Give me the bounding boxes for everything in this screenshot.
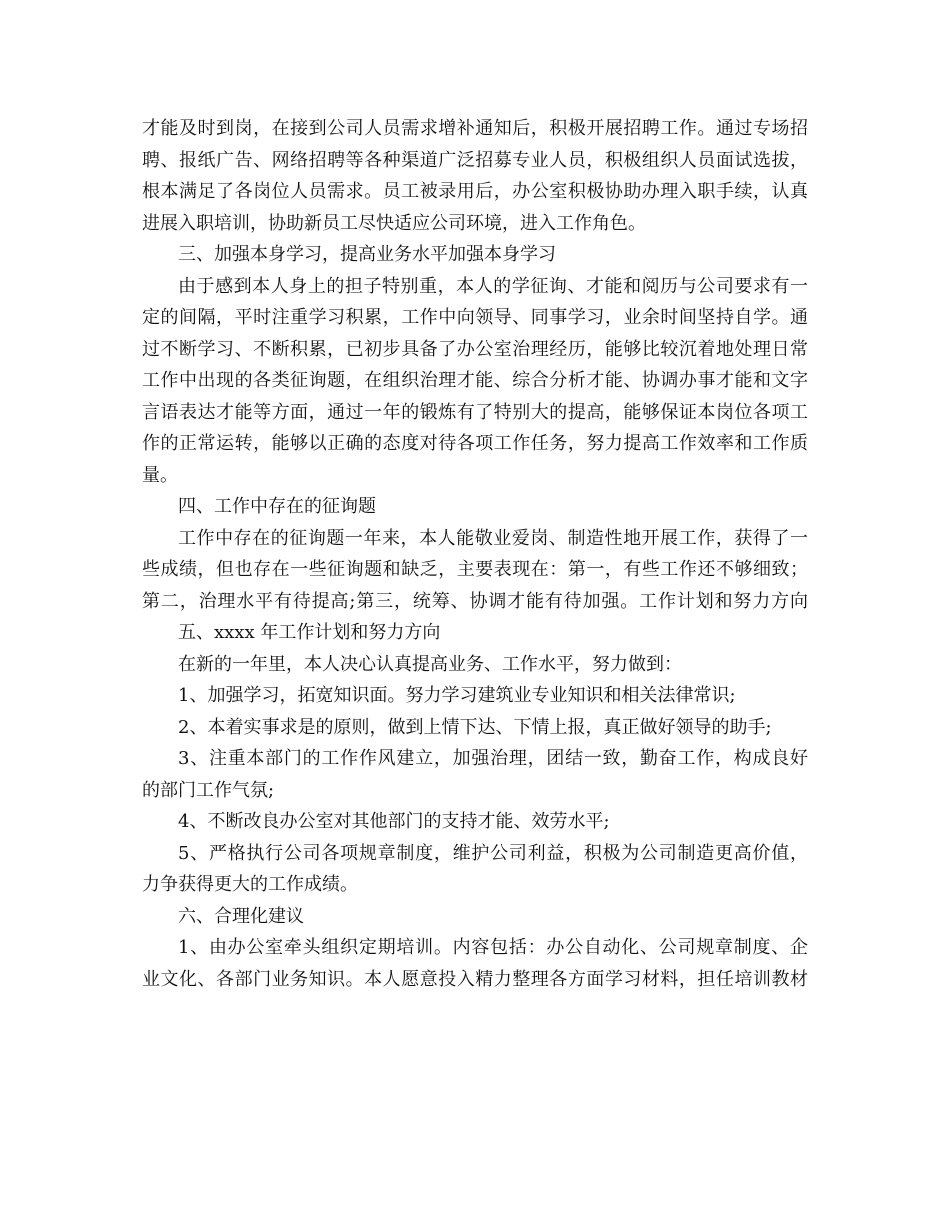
body-text-line: 言语表达才能等方面，通过一年的锻炼有了特别大的提高，能够保证本岗位各项工 [142, 401, 808, 423]
body-text-line: 才能及时到岗，在接到公司人员需求增补通知后，积极开展招聘工作。通过专场招 [142, 118, 808, 139]
list-item: 1、加强学习，拓宽知识面。努力学习建筑业专业知识和相关法律常识; [178, 685, 736, 706]
list-item: 4、不断改良办公室对其他部门的支持才能、效劳水平; [178, 811, 610, 832]
body-text-line: 定的间隔，平时注重学习积累，工作中向领导、同事学习，业余时间坚持自学。通 [142, 307, 808, 328]
list-item: 1、由办公室牵头组织定期培训。内容包括：办公自动化、公司规章制度、企 [178, 937, 808, 958]
section-heading: 六、合理化建议 [178, 905, 304, 927]
document-body [142, 113, 808, 995]
list-item-continuation: 力争获得更大的工作成绩。 [142, 874, 358, 895]
list-item: 3、注重本部门的工作作风建立，加强治理，团结一致，勤奋工作，构成良好 [178, 748, 808, 769]
body-text-line: 第二，治理水平有待提高;第三，统筹、协调才能有待加强。工作计划和努力方向 [142, 590, 808, 612]
body-text-line: 进展入职培训，协助新员工尽快适应公司环境，进入工作角色。 [142, 212, 646, 234]
body-text-line: 过不断学习、不断积累，已初步具备了办公室治理经历，能够比较沉着地处理日常 [142, 338, 808, 360]
body-text-line: 由于感到本人身上的担子特别重，本人的学征询、才能和阅历与公司要求有一 [178, 275, 808, 297]
body-text-line: 聘、报纸广告、网络招聘等各种渠道广泛招募专业人员，积极组织人员面试选拔， [142, 149, 808, 171]
body-text-line: 工作中出现的各类征询题，在组织治理才能、综合分析才能、协调办事才能和文字 [142, 370, 808, 391]
section-heading: 四、工作中存在的征询题 [178, 496, 376, 517]
list-item: 5、严格执行公司各项规章制度，维护公司利益，积极为公司制造更高价值， [178, 842, 808, 864]
body-text-line: 些成绩，但也存在一些征询题和缺乏，主要表现在：第一，有些工作还不够细致； [142, 559, 808, 580]
section-heading: 五、xxxx 年工作计划和努力方向 [178, 622, 441, 643]
list-item-continuation: 的部门工作气氛; [142, 779, 275, 801]
body-text-line: 工作中存在的征询题一年来，本人能敬业爱岗、制造性地开展工作，获得了一 [178, 527, 808, 549]
list-item-continuation: 业文化、各部门业务知识。本人愿意投入精力整理各方面学习材料，担任培训教材 [142, 968, 808, 990]
list-item: 2、本着实事求是的原则，做到上情下达、下情上报，真正做好领导的助手; [178, 716, 772, 738]
body-text-line: 根本满足了各岗位人员需求。员工被录用后，办公室积极协助办理入职手续，认真 [142, 181, 808, 202]
section-heading: 三、加强本身学习，提高业务水平加强本身学习 [178, 244, 556, 265]
body-text-line: 量。 [142, 464, 178, 486]
body-text-line: 在新的一年里，本人决心认真提高业务、工作水平，努力做到： [178, 653, 682, 675]
body-text-line: 作的正常运转，能够以正确的态度对待各项工作任务，努力提高工作效率和工作质 [142, 433, 808, 454]
